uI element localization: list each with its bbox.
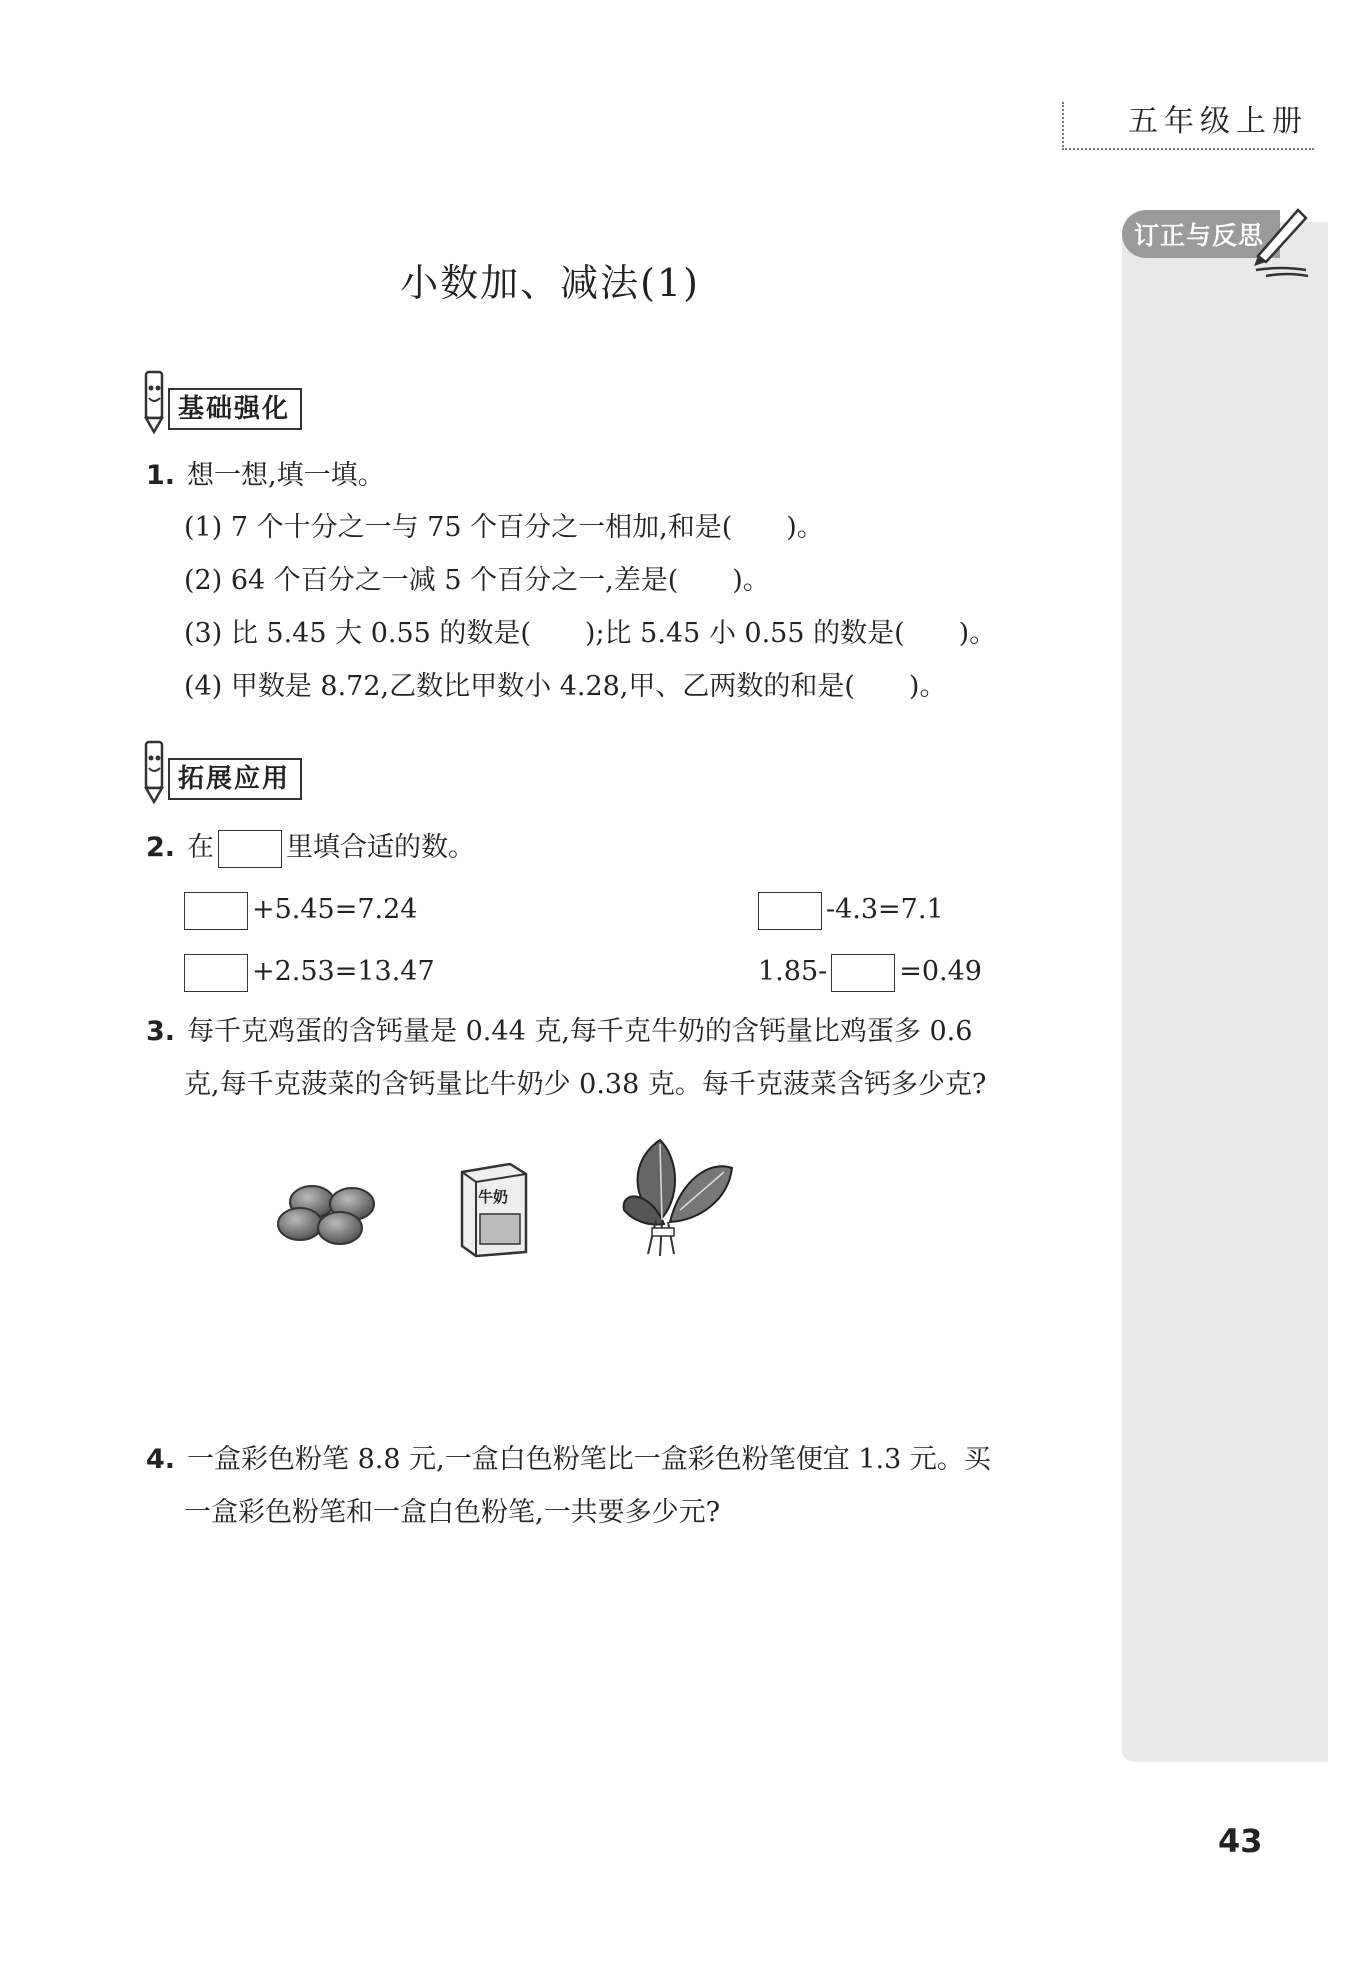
q3-line-1: 每千克鸡蛋的含钙量是 0.44 克,每千克牛奶的含钙量比鸡蛋多 0.6 [187, 1016, 973, 1047]
question-number: 1. [146, 460, 176, 491]
q1-item-3: (3) 比 5.45 大 0.55 的数是( );比 5.45 小 0.55 的数是( )。 [184, 618, 997, 649]
q2-stem-after: 里填合适的数。 [286, 832, 476, 863]
question-1 [146, 456, 385, 496]
section-heading-extension: 拓展应用 [168, 758, 302, 800]
q2-equation-4 [758, 952, 982, 992]
milk-carton-label: 牛奶 [478, 1188, 509, 1206]
eggs-icon [274, 1180, 394, 1250]
question-3 [146, 1012, 972, 1052]
answer-box[interactable] [218, 830, 282, 868]
spinach-icon [620, 1130, 740, 1260]
pencil-mascot-icon [140, 366, 170, 436]
q3-line-2: 克,每千克菠菜的含钙量比牛奶少 0.38 克。每千克菠菜含钙多少克? [184, 1069, 987, 1100]
answer-box[interactable] [831, 954, 895, 992]
equation-text: +5.45=7.24 [252, 894, 418, 925]
question-number: 2. [146, 832, 176, 863]
question-stem: 想一想,填一填。 [187, 460, 385, 491]
pencil-mascot-icon [140, 736, 170, 806]
question-4 [146, 1440, 991, 1480]
equation-text: -4.3=7.1 [826, 894, 944, 925]
q2-stem-before: 在 [187, 832, 215, 863]
q2-equation-3 [184, 952, 435, 992]
answer-box[interactable] [184, 954, 248, 992]
question-2 [146, 828, 475, 868]
grade-label: 五年级上册 [1128, 104, 1308, 139]
sidebar-title: 订正与反思 [1134, 221, 1265, 250]
equation-text: +2.53=13.47 [252, 956, 435, 987]
equation-text: =0.49 [899, 956, 982, 987]
equation-text: 1.85- [758, 956, 828, 987]
pen-icon [1246, 200, 1316, 280]
q4-line-2: 一盒彩色粉笔和一盒白色粉笔,一共要多少元? [184, 1497, 721, 1528]
q1-item-2: (2) 64 个百分之一减 5 个百分之一,差是( )。 [184, 565, 770, 596]
question-number: 4. [146, 1444, 176, 1475]
question-number: 3. [146, 1016, 176, 1047]
section-heading-basic: 基础强化 [168, 388, 302, 430]
milk-carton-icon [454, 1158, 534, 1258]
answer-box[interactable] [184, 892, 248, 930]
q1-item-1: (1) 7 个十分之一与 75 个百分之一相加,和是( )。 [184, 512, 824, 543]
answer-box[interactable] [758, 892, 822, 930]
q1-item-4: (4) 甲数是 8.72,乙数比甲数小 4.28,甲、乙两数的和是( )。 [184, 671, 947, 702]
page-title: 小数加、减法(1) [400, 261, 700, 305]
q2-equation-1 [184, 890, 417, 930]
page-number: 43 [1218, 1822, 1263, 1860]
q2-equation-2 [758, 890, 944, 930]
q4-line-1: 一盒彩色粉笔 8.8 元,一盒白色粉笔比一盒彩色粉笔便宜 1.3 元。买 [187, 1444, 991, 1475]
correction-sidebar [1122, 222, 1328, 1762]
